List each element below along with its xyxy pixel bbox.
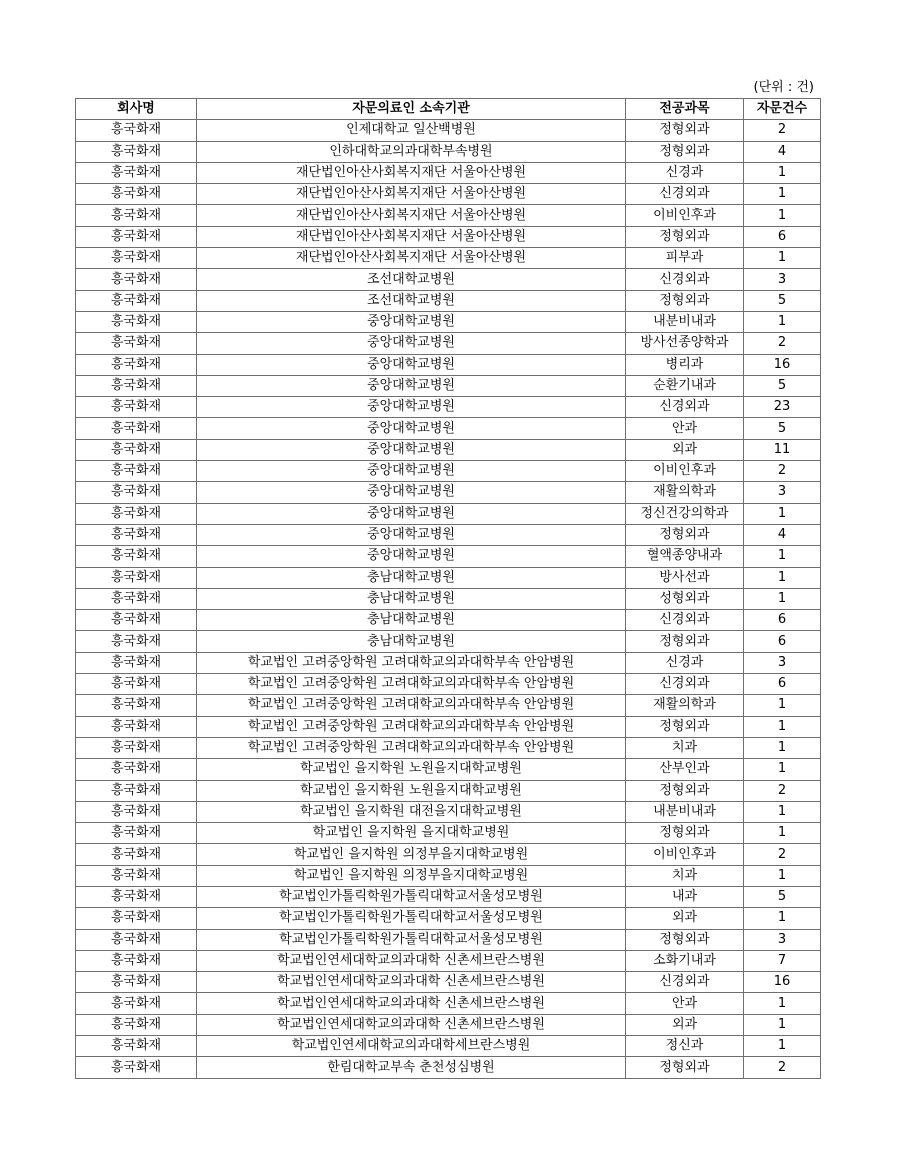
table-row (76, 333, 821, 354)
company-cell: 흥국화재 (76, 333, 197, 354)
company-cell: 흥국화재 (76, 716, 197, 737)
specialty-cell: 방사선종양학과 (626, 333, 744, 354)
count-cell: 1 (744, 695, 821, 716)
table-row (76, 950, 821, 971)
company-cell: 흥국화재 (76, 141, 197, 162)
company-cell: 흥국화재 (76, 652, 197, 673)
count-cell: 1 (744, 205, 821, 226)
institution-cell: 중앙대학교병원 (197, 311, 626, 332)
specialty-cell: 치과 (626, 737, 744, 758)
table-row (76, 865, 821, 886)
company-cell: 흥국화재 (76, 695, 197, 716)
specialty-cell: 정형외과 (626, 120, 744, 141)
institution-cell: 중앙대학교병원 (197, 439, 626, 460)
specialty-cell: 정형외과 (626, 226, 744, 247)
company-cell: 흥국화재 (76, 950, 197, 971)
table-row (76, 695, 821, 716)
count-cell: 7 (744, 950, 821, 971)
table-row (76, 737, 821, 758)
specialty-cell: 신경과 (626, 652, 744, 673)
specialty-cell: 순환기내과 (626, 375, 744, 396)
count-cell: 1 (744, 588, 821, 609)
institution-cell: 조선대학교병원 (197, 290, 626, 311)
company-cell: 흥국화재 (76, 269, 197, 290)
table-row (76, 397, 821, 418)
count-cell: 1 (744, 162, 821, 183)
table-row (76, 886, 821, 907)
institution-cell: 학교법인 고려중앙학원 고려대학교의과대학부속 안암병원 (197, 695, 626, 716)
table-row (76, 823, 821, 844)
table-row (76, 226, 821, 247)
table-row (76, 269, 821, 290)
institution-cell: 학교법인 을지학원 을지대학교병원 (197, 823, 626, 844)
specialty-cell: 신경외과 (626, 269, 744, 290)
table-row (76, 1057, 821, 1078)
count-cell: 16 (744, 972, 821, 993)
table-row (76, 1036, 821, 1057)
table-row (76, 524, 821, 545)
table-row (76, 546, 821, 567)
table-row (76, 141, 821, 162)
institution-cell: 학교법인연세대학교의과대학 신촌세브란스병원 (197, 993, 626, 1014)
table-row (76, 674, 821, 695)
count-cell: 16 (744, 354, 821, 375)
count-cell: 1 (744, 993, 821, 1014)
count-cell: 1 (744, 248, 821, 269)
institution-cell: 중앙대학교병원 (197, 397, 626, 418)
table-row (76, 652, 821, 673)
institution-cell: 재단법인아산사회복지재단 서울아산병원 (197, 226, 626, 247)
specialty-cell: 내분비내과 (626, 801, 744, 822)
count-cell: 1 (744, 759, 821, 780)
company-cell: 흥국화재 (76, 354, 197, 375)
table-row (76, 610, 821, 631)
institution-cell: 학교법인 을지학원 노원을지대학교병원 (197, 759, 626, 780)
specialty-cell: 정신과 (626, 1036, 744, 1057)
company-cell: 흥국화재 (76, 503, 197, 524)
specialty-cell: 피부과 (626, 248, 744, 269)
count-cell: 5 (744, 290, 821, 311)
count-cell: 2 (744, 461, 821, 482)
table-row (76, 354, 821, 375)
institution-cell: 학교법인 을지학원 노원을지대학교병원 (197, 780, 626, 801)
specialty-cell: 재활의학과 (626, 482, 744, 503)
institution-cell: 학교법인가톨릭학원가톨릭대학교서울성모병원 (197, 908, 626, 929)
company-cell: 흥국화재 (76, 439, 197, 460)
institution-cell: 중앙대학교병원 (197, 333, 626, 354)
specialty-cell: 정형외과 (626, 929, 744, 950)
company-cell: 흥국화재 (76, 418, 197, 439)
specialty-cell: 신경외과 (626, 674, 744, 695)
company-cell: 흥국화재 (76, 610, 197, 631)
count-cell: 1 (744, 567, 821, 588)
table-row (76, 248, 821, 269)
company-cell: 흥국화재 (76, 567, 197, 588)
table-row (76, 567, 821, 588)
institution-cell: 충남대학교병원 (197, 567, 626, 588)
specialty-cell: 이비인후과 (626, 844, 744, 865)
specialty-cell: 외과 (626, 908, 744, 929)
consultation-table (75, 98, 821, 1079)
specialty-cell: 정형외과 (626, 780, 744, 801)
company-cell: 흥국화재 (76, 290, 197, 311)
institution-cell: 중앙대학교병원 (197, 375, 626, 396)
specialty-cell: 정형외과 (626, 823, 744, 844)
specialty-cell: 외과 (626, 1014, 744, 1035)
table-row (76, 290, 821, 311)
institution-cell: 충남대학교병원 (197, 631, 626, 652)
company-cell: 흥국화재 (76, 482, 197, 503)
table-row (76, 162, 821, 183)
specialty-cell: 정형외과 (626, 1057, 744, 1078)
specialty-cell: 정형외과 (626, 524, 744, 545)
table-row (76, 184, 821, 205)
table-row (76, 780, 821, 801)
specialty-cell: 병리과 (626, 354, 744, 375)
table-row (76, 908, 821, 929)
count-cell: 5 (744, 886, 821, 907)
institution-cell: 중앙대학교병원 (197, 546, 626, 567)
count-cell: 2 (744, 120, 821, 141)
institution-cell: 중앙대학교병원 (197, 482, 626, 503)
header-count: 자문건수 (744, 99, 821, 120)
count-cell: 1 (744, 737, 821, 758)
count-cell: 1 (744, 311, 821, 332)
specialty-cell: 성형외과 (626, 588, 744, 609)
count-cell: 1 (744, 1014, 821, 1035)
specialty-cell: 방사선과 (626, 567, 744, 588)
specialty-cell: 정형외과 (626, 716, 744, 737)
specialty-cell: 치과 (626, 865, 744, 886)
unit-note: (단위 : 건) (753, 80, 814, 95)
specialty-cell: 이비인후과 (626, 205, 744, 226)
specialty-cell: 산부인과 (626, 759, 744, 780)
table-row (76, 716, 821, 737)
company-cell: 흥국화재 (76, 865, 197, 886)
count-cell: 1 (744, 184, 821, 205)
specialty-cell: 정형외과 (626, 290, 744, 311)
table-row (76, 1014, 821, 1035)
institution-cell: 학교법인 고려중앙학원 고려대학교의과대학부속 안암병원 (197, 716, 626, 737)
company-cell: 흥국화재 (76, 780, 197, 801)
count-cell: 11 (744, 439, 821, 460)
table-row (76, 205, 821, 226)
institution-cell: 재단법인아산사회복지재단 서울아산병원 (197, 248, 626, 269)
institution-cell: 학교법인 고려중앙학원 고려대학교의과대학부속 안암병원 (197, 737, 626, 758)
institution-cell: 충남대학교병원 (197, 610, 626, 631)
company-cell: 흥국화재 (76, 844, 197, 865)
company-cell: 흥국화재 (76, 226, 197, 247)
institution-cell: 학교법인연세대학교의과대학 신촌세브란스병원 (197, 1014, 626, 1035)
institution-cell: 충남대학교병원 (197, 588, 626, 609)
count-cell: 6 (744, 226, 821, 247)
institution-cell: 중앙대학교병원 (197, 524, 626, 545)
count-cell: 3 (744, 652, 821, 673)
count-cell: 2 (744, 1057, 821, 1078)
institution-cell: 중앙대학교병원 (197, 461, 626, 482)
table-row (76, 439, 821, 460)
company-cell: 흥국화재 (76, 546, 197, 567)
count-cell: 3 (744, 269, 821, 290)
company-cell: 흥국화재 (76, 737, 197, 758)
count-cell: 2 (744, 844, 821, 865)
table-row (76, 801, 821, 822)
company-cell: 흥국화재 (76, 524, 197, 545)
table-row (76, 375, 821, 396)
count-cell: 6 (744, 674, 821, 695)
company-cell: 흥국화재 (76, 461, 197, 482)
company-cell: 흥국화재 (76, 120, 197, 141)
specialty-cell: 신경과 (626, 162, 744, 183)
count-cell: 6 (744, 631, 821, 652)
count-cell: 4 (744, 141, 821, 162)
company-cell: 흥국화재 (76, 397, 197, 418)
company-cell: 흥국화재 (76, 1014, 197, 1035)
institution-cell: 조선대학교병원 (197, 269, 626, 290)
table-row (76, 588, 821, 609)
specialty-cell: 신경외과 (626, 972, 744, 993)
institution-cell: 학교법인 고려중앙학원 고려대학교의과대학부속 안암병원 (197, 674, 626, 695)
institution-cell: 학교법인 을지학원 대전을지대학교병원 (197, 801, 626, 822)
company-cell: 흥국화재 (76, 248, 197, 269)
header-company: 회사명 (76, 99, 197, 120)
specialty-cell: 혈액종양내과 (626, 546, 744, 567)
table-row (76, 844, 821, 865)
institution-cell: 중앙대학교병원 (197, 354, 626, 375)
company-cell: 흥국화재 (76, 972, 197, 993)
institution-cell: 학교법인가톨릭학원가톨릭대학교서울성모병원 (197, 929, 626, 950)
institution-cell: 한림대학교부속 춘천성심병원 (197, 1057, 626, 1078)
count-cell: 4 (744, 524, 821, 545)
count-cell: 5 (744, 418, 821, 439)
specialty-cell: 내분비내과 (626, 311, 744, 332)
table-row (76, 993, 821, 1014)
header-institution: 자문의료인 소속기관 (197, 99, 626, 120)
specialty-cell: 안과 (626, 418, 744, 439)
institution-cell: 중앙대학교병원 (197, 503, 626, 524)
table-row (76, 972, 821, 993)
company-cell: 흥국화재 (76, 886, 197, 907)
company-cell: 흥국화재 (76, 823, 197, 844)
institution-cell: 학교법인연세대학교의과대학 신촌세브란스병원 (197, 972, 626, 993)
company-cell: 흥국화재 (76, 1036, 197, 1057)
institution-cell: 재단법인아산사회복지재단 서울아산병원 (197, 205, 626, 226)
table-row (76, 503, 821, 524)
table-body (76, 120, 821, 1078)
table-row (76, 418, 821, 439)
company-cell: 흥국화재 (76, 311, 197, 332)
institution-cell: 재단법인아산사회복지재단 서울아산병원 (197, 162, 626, 183)
count-cell: 3 (744, 929, 821, 950)
count-cell: 1 (744, 865, 821, 886)
institution-cell: 학교법인가톨릭학원가톨릭대학교서울성모병원 (197, 886, 626, 907)
table-row (76, 929, 821, 950)
specialty-cell: 내과 (626, 886, 744, 907)
institution-cell: 학교법인 을지학원 의정부을지대학교병원 (197, 844, 626, 865)
institution-cell: 학교법인 을지학원 의정부을지대학교병원 (197, 865, 626, 886)
company-cell: 흥국화재 (76, 908, 197, 929)
institution-cell: 인제대학교 일산백병원 (197, 120, 626, 141)
count-cell: 1 (744, 503, 821, 524)
count-cell: 1 (744, 1036, 821, 1057)
count-cell: 23 (744, 397, 821, 418)
company-cell: 흥국화재 (76, 162, 197, 183)
specialty-cell: 소화기내과 (626, 950, 744, 971)
institution-cell: 학교법인연세대학교의과대학세브란스병원 (197, 1036, 626, 1057)
company-cell: 흥국화재 (76, 375, 197, 396)
company-cell: 흥국화재 (76, 993, 197, 1014)
company-cell: 흥국화재 (76, 801, 197, 822)
specialty-cell: 재활의학과 (626, 695, 744, 716)
table-row (76, 120, 821, 141)
count-cell: 5 (744, 375, 821, 396)
specialty-cell: 안과 (626, 993, 744, 1014)
company-cell: 흥국화재 (76, 1057, 197, 1078)
company-cell: 흥국화재 (76, 674, 197, 695)
company-cell: 흥국화재 (76, 929, 197, 950)
specialty-cell: 외과 (626, 439, 744, 460)
count-cell: 6 (744, 610, 821, 631)
count-cell: 2 (744, 333, 821, 354)
institution-cell: 학교법인연세대학교의과대학 신촌세브란스병원 (197, 950, 626, 971)
specialty-cell: 신경외과 (626, 184, 744, 205)
header-specialty: 전공과목 (626, 99, 744, 120)
count-cell: 1 (744, 823, 821, 844)
table-row (76, 631, 821, 652)
company-cell: 흥국화재 (76, 184, 197, 205)
specialty-cell: 신경외과 (626, 397, 744, 418)
count-cell: 1 (744, 716, 821, 737)
company-cell: 흥국화재 (76, 631, 197, 652)
institution-cell: 인하대학교의과대학부속병원 (197, 141, 626, 162)
company-cell: 흥국화재 (76, 588, 197, 609)
table-row (76, 759, 821, 780)
table-row (76, 461, 821, 482)
count-cell: 1 (744, 546, 821, 567)
specialty-cell: 신경외과 (626, 610, 744, 631)
count-cell: 1 (744, 908, 821, 929)
specialty-cell: 이비인후과 (626, 461, 744, 482)
institution-cell: 재단법인아산사회복지재단 서울아산병원 (197, 184, 626, 205)
table-header-row (76, 99, 821, 120)
company-cell: 흥국화재 (76, 759, 197, 780)
count-cell: 1 (744, 801, 821, 822)
table-row (76, 311, 821, 332)
table-row (76, 482, 821, 503)
specialty-cell: 정형외과 (626, 141, 744, 162)
count-cell: 2 (744, 780, 821, 801)
specialty-cell: 정형외과 (626, 631, 744, 652)
specialty-cell: 정신건강의학과 (626, 503, 744, 524)
institution-cell: 학교법인 고려중앙학원 고려대학교의과대학부속 안암병원 (197, 652, 626, 673)
institution-cell: 중앙대학교병원 (197, 418, 626, 439)
company-cell: 흥국화재 (76, 205, 197, 226)
count-cell: 3 (744, 482, 821, 503)
